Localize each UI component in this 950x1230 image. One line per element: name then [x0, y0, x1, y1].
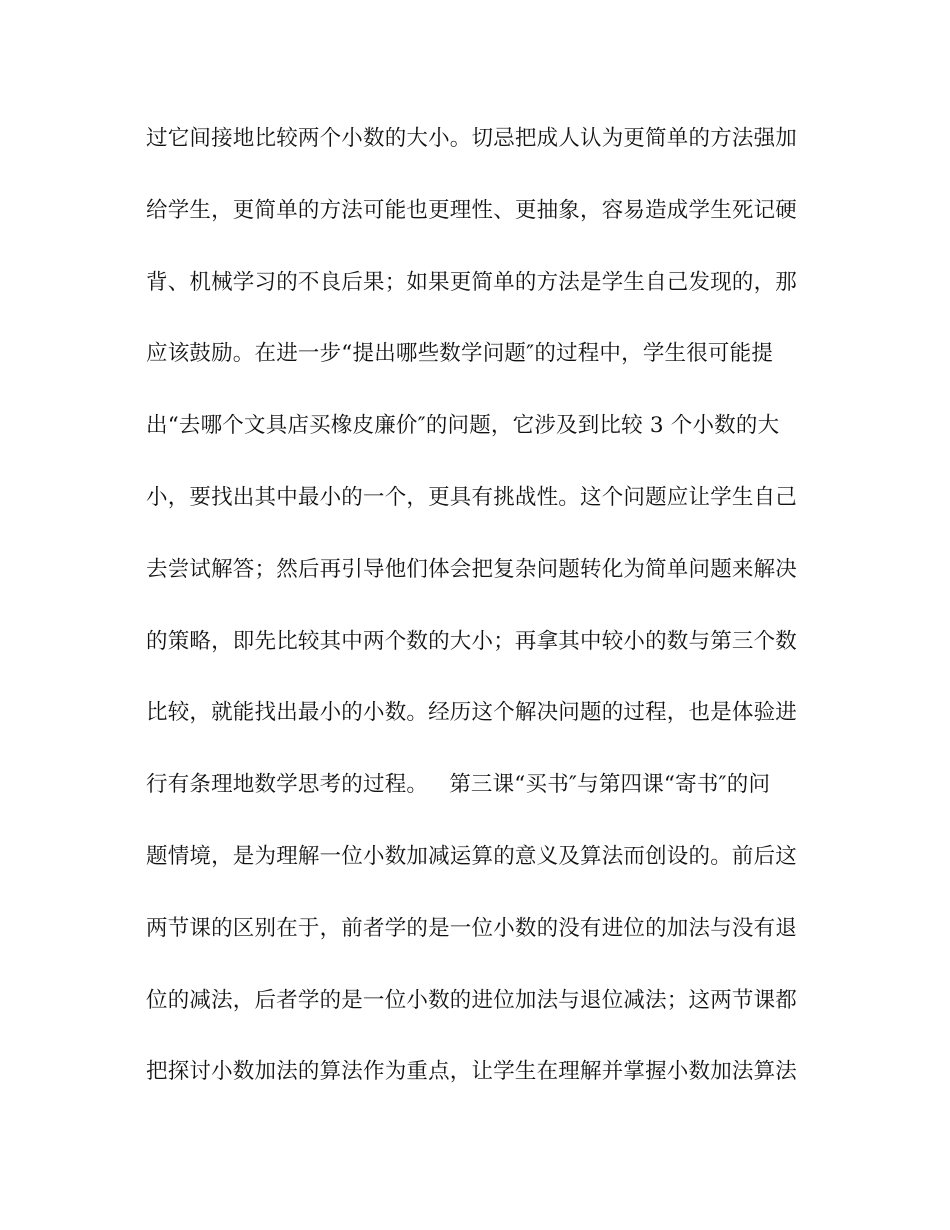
text-line: 小，要找出其中最小的一个，更具有挑战性。这个问题应让学生自己 [146, 484, 798, 510]
text-line: 行有条理地数学思考的过程。 第三课“买书″与第四课“寄书″的问 [146, 772, 771, 798]
text-line: 应该鼓励。在进一步“提出哪些数学问题″的过程中，学生很可能提 [146, 341, 774, 367]
text-line: 背、机械学习的不良后果；如果更简单的方法是学生自己发现的，那 [146, 269, 798, 295]
text-line: 位的减法，后者学的是一位小数的进位加法与退位减法；这两节课都 [146, 987, 798, 1013]
text-line: 比较，就能找出最小的小数。经历这个解决问题的过程，也是体验进 [146, 700, 798, 726]
body-text [146, 120, 806, 1125]
text-line: 题情境，是为理解一位小数加减运算的意义及算法而创设的。前后这 [146, 843, 798, 869]
text-line: 过它间接地比较两个小数的大小。切忌把成人认为更简单的方法强加 [146, 126, 798, 151]
text-line: 出“去哪个文具店买橡皮廉价″的问题，它涉及到比较 3 个小数的大 [146, 413, 780, 439]
text-line: 给学生，更简单的方法可能也更理性、更抽象，容易造成学生死记硬 [146, 197, 798, 223]
text-line: 去尝试解答；然后再引导他们体会把复杂问题转化为简单问题来解决 [146, 556, 798, 582]
text-line: 的策略，即先比较其中两个数的大小；再拿其中较小的数与第三个数 [146, 628, 798, 654]
text-line: 把探讨小数加法的算法作为重点，让学生在理解并掌握小数加法算法 [146, 1059, 798, 1085]
text-line: 两节课的区别在于，前者学的是一位小数的没有进位的加法与没有退 [146, 915, 798, 941]
